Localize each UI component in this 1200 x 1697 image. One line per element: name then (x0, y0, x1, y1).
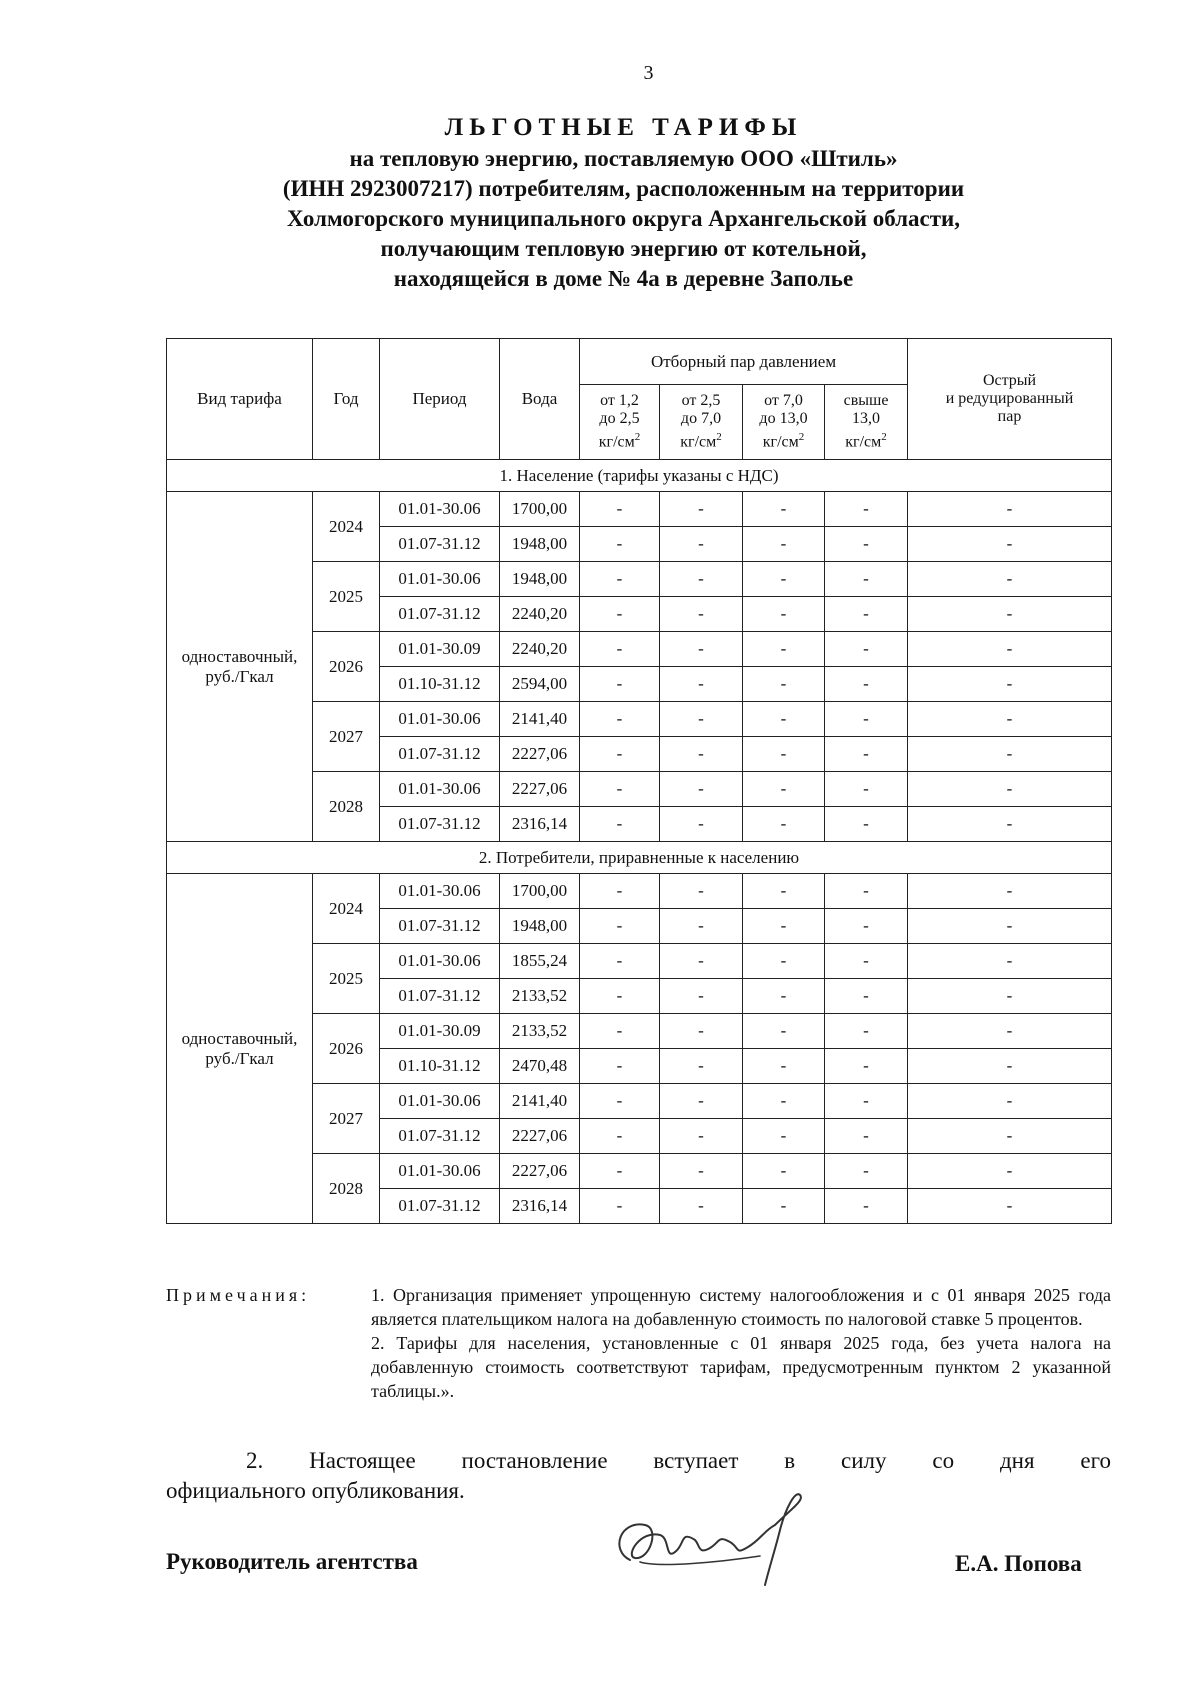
empty-value-cell: - (580, 562, 660, 597)
water-cell: 1855,24 (500, 944, 580, 979)
empty-value-cell: - (660, 562, 743, 597)
period-cell: 01.01-30.09 (380, 1014, 500, 1049)
notes-label: Примечания: (166, 1285, 311, 1305)
header-steam-4 (825, 385, 908, 460)
empty-value-cell: - (580, 1014, 660, 1049)
year-cell: 2026 (313, 632, 380, 702)
empty-value-cell: - (660, 944, 743, 979)
header-steam-unit (582, 428, 657, 451)
water-cell: 2227,06 (500, 1119, 580, 1154)
empty-value-cell: - (825, 492, 908, 527)
empty-value-cell: - (580, 807, 660, 842)
tariff-type-line: одноставочный, (181, 646, 298, 666)
period-cell: 01.01-30.06 (380, 1154, 500, 1189)
empty-value-cell: - (825, 1014, 908, 1049)
empty-value-cell: - (580, 909, 660, 944)
empty-value-cell: - (743, 1189, 825, 1224)
empty-value-cell: - (580, 527, 660, 562)
empty-value-cell: - (743, 874, 825, 909)
empty-value-cell: - (580, 737, 660, 772)
water-cell: 2133,52 (500, 1014, 580, 1049)
header-period: Период (380, 339, 500, 460)
empty-value-cell: - (825, 562, 908, 597)
empty-value-cell: - (660, 737, 743, 772)
header-steam-line: до 7,0 (680, 410, 722, 428)
empty-value-cell: - (908, 632, 1112, 667)
unit-text: кг/см (680, 433, 717, 451)
water-cell: 2240,20 (500, 597, 580, 632)
empty-value-cell: - (580, 632, 660, 667)
empty-value-cell: - (580, 1189, 660, 1224)
water-cell: 2227,06 (500, 772, 580, 807)
header-sharp-steam (908, 339, 1112, 460)
water-cell: 2141,40 (500, 702, 580, 737)
empty-value-cell: - (743, 944, 825, 979)
table-row (167, 492, 1112, 527)
empty-value-cell: - (908, 944, 1112, 979)
header-sharp-line: и редуцированный (945, 390, 1074, 407)
empty-value-cell: - (908, 807, 1112, 842)
header-type: Вид тарифа (167, 339, 313, 460)
water-cell: 1700,00 (500, 492, 580, 527)
empty-value-cell: - (743, 1119, 825, 1154)
title-line: (ИНН 2923007217) потребителям, расположенным на территории (282, 176, 965, 201)
empty-value-cell: - (580, 492, 660, 527)
empty-value-cell: - (580, 1119, 660, 1154)
period-cell: 01.10-31.12 (380, 667, 500, 702)
empty-value-cell: - (660, 492, 743, 527)
empty-value-cell: - (825, 874, 908, 909)
empty-value-cell: - (580, 772, 660, 807)
section-title: 2. Потребители, приравненные к населению (167, 842, 1112, 874)
empty-value-cell: - (743, 632, 825, 667)
empty-value-cell: - (743, 807, 825, 842)
header-year: Год (313, 339, 380, 460)
empty-value-cell: - (660, 909, 743, 944)
empty-value-cell: - (908, 1119, 1112, 1154)
empty-value-cell: - (825, 737, 908, 772)
empty-value-cell: - (825, 807, 908, 842)
empty-value-cell: - (743, 772, 825, 807)
header-steam-3 (743, 385, 825, 460)
empty-value-cell: - (660, 772, 743, 807)
period-cell: 01.01-30.06 (380, 772, 500, 807)
year-cell: 2024 (313, 874, 380, 944)
empty-value-cell: - (660, 1119, 743, 1154)
unit-text: кг/см (762, 433, 799, 451)
period-cell: 01.07-31.12 (380, 909, 500, 944)
water-cell: 1948,00 (500, 527, 580, 562)
period-cell: 01.01-30.06 (380, 492, 500, 527)
empty-value-cell: - (908, 562, 1112, 597)
header-steam-line: до 2,5 (599, 410, 640, 428)
empty-value-cell: - (825, 772, 908, 807)
water-cell: 2316,14 (500, 807, 580, 842)
document-title (150, 112, 1097, 294)
header-steam-line: от 7,0 (764, 392, 803, 410)
title-line: получающим тепловую энергию от котельной, (380, 236, 867, 261)
empty-value-cell: - (660, 1049, 743, 1084)
period-cell: 01.07-31.12 (380, 807, 500, 842)
tariff-type-line: руб./Гкал (205, 1048, 274, 1068)
empty-value-cell: - (580, 979, 660, 1014)
empty-value-cell: - (743, 492, 825, 527)
header-steam-line: до 13,0 (759, 410, 808, 428)
signer-name: Е.А. Попова (955, 1551, 1082, 1576)
header-sharp-line: пар (997, 408, 1022, 425)
empty-value-cell: - (580, 667, 660, 702)
empty-value-cell: - (660, 632, 743, 667)
empty-value-cell: - (660, 527, 743, 562)
empty-value-cell: - (580, 1049, 660, 1084)
header-steam-line: от 1,2 (600, 392, 639, 410)
unit-superscript: 2 (716, 431, 722, 444)
unit-superscript: 2 (881, 431, 887, 444)
empty-value-cell: - (743, 597, 825, 632)
period-cell: 01.01-30.09 (380, 632, 500, 667)
empty-value-cell: - (660, 597, 743, 632)
period-cell: 01.10-31.12 (380, 1049, 500, 1084)
period-cell: 01.01-30.06 (380, 874, 500, 909)
empty-value-cell: - (825, 979, 908, 1014)
header-steam-line: от 2,5 (681, 392, 721, 410)
empty-value-cell: - (743, 737, 825, 772)
header-water: Вода (500, 339, 580, 460)
water-cell: 2470,48 (500, 1049, 580, 1084)
empty-value-cell: - (580, 597, 660, 632)
year-cell: 2024 (313, 492, 380, 562)
year-cell: 2028 (313, 772, 380, 842)
water-cell: 2594,00 (500, 667, 580, 702)
empty-value-cell: - (908, 1189, 1112, 1224)
period-cell: 01.07-31.12 (380, 1189, 500, 1224)
empty-value-cell: - (743, 702, 825, 737)
empty-value-cell: - (908, 597, 1112, 632)
empty-value-cell: - (825, 1189, 908, 1224)
header-steam-unit (745, 428, 822, 451)
header-sharp-line: Острый (982, 372, 1037, 389)
water-cell: 2316,14 (500, 1189, 580, 1224)
empty-value-cell: - (580, 944, 660, 979)
period-cell: 01.07-31.12 (380, 527, 500, 562)
empty-value-cell: - (660, 807, 743, 842)
table-row (167, 874, 1112, 909)
tariff-type-cell (167, 874, 313, 1224)
tariff-type-cell (167, 492, 313, 842)
water-cell: 2141,40 (500, 1084, 580, 1119)
empty-value-cell: - (743, 1084, 825, 1119)
header-steam-line: свыше (843, 392, 889, 410)
empty-value-cell: - (908, 874, 1112, 909)
period-cell: 01.07-31.12 (380, 979, 500, 1014)
period-cell: 01.01-30.06 (380, 944, 500, 979)
paragraph-line: официального опубликования. (166, 1478, 465, 1503)
water-cell: 1948,00 (500, 909, 580, 944)
empty-value-cell: - (908, 772, 1112, 807)
empty-value-cell: - (825, 944, 908, 979)
year-cell: 2028 (313, 1154, 380, 1224)
empty-value-cell: - (908, 492, 1112, 527)
empty-value-cell: - (660, 1154, 743, 1189)
header-steam-1 (580, 385, 660, 460)
unit-superscript: 2 (798, 431, 805, 444)
period-cell: 01.01-30.06 (380, 702, 500, 737)
empty-value-cell: - (908, 979, 1112, 1014)
empty-value-cell: - (580, 702, 660, 737)
header-steam-line: 13,0 (852, 410, 880, 428)
header-steam-2 (660, 385, 743, 460)
empty-value-cell: - (908, 1084, 1112, 1119)
water-cell: 1948,00 (500, 562, 580, 597)
empty-value-cell: - (660, 979, 743, 1014)
empty-value-cell: - (908, 1049, 1112, 1084)
empty-value-cell: - (660, 667, 743, 702)
water-cell: 2133,52 (500, 979, 580, 1014)
empty-value-cell: - (825, 1084, 908, 1119)
empty-value-cell: - (825, 667, 908, 702)
empty-value-cell: - (743, 1014, 825, 1049)
empty-value-cell: - (825, 1119, 908, 1154)
title-line: Холмогорского муниципального округа Архангельской области, (286, 206, 961, 231)
water-cell: 2240,20 (500, 632, 580, 667)
empty-value-cell: - (743, 1049, 825, 1084)
empty-value-cell: - (908, 737, 1112, 772)
empty-value-cell: - (825, 702, 908, 737)
signature-image (600, 1490, 820, 1590)
empty-value-cell: - (825, 632, 908, 667)
empty-value-cell: - (660, 874, 743, 909)
water-cell: 2227,06 (500, 737, 580, 772)
period-cell: 01.07-31.12 (380, 1119, 500, 1154)
water-cell: 2227,06 (500, 1154, 580, 1189)
empty-value-cell: - (908, 667, 1112, 702)
year-cell: 2027 (313, 702, 380, 772)
signer-title: Руководитель агентства (166, 1549, 418, 1574)
empty-value-cell: - (660, 1084, 743, 1119)
empty-value-cell: - (660, 1014, 743, 1049)
year-cell: 2025 (313, 562, 380, 632)
empty-value-cell: - (580, 874, 660, 909)
year-cell: 2026 (313, 1014, 380, 1084)
empty-value-cell: - (825, 1049, 908, 1084)
empty-value-cell: - (908, 527, 1112, 562)
notes-items (371, 1283, 1111, 1403)
unit-superscript: 2 (634, 431, 641, 444)
empty-value-cell: - (660, 1189, 743, 1224)
period-cell: 01.07-31.12 (380, 597, 500, 632)
tariff-type-line: одноставочный, (181, 1028, 298, 1048)
empty-value-cell: - (825, 597, 908, 632)
water-cell: 1700,00 (500, 874, 580, 909)
empty-value-cell: - (825, 909, 908, 944)
year-cell: 2027 (313, 1084, 380, 1154)
empty-value-cell: - (908, 702, 1112, 737)
title-main: ЛЬГОТНЫЕ ТАРИФЫ (444, 114, 803, 141)
page-number: 3 (643, 62, 654, 84)
note-item: 1. Организация применяет упрощенную систему налогообложения и с 01 января 2025 года является плательщиком налога на добавленную стоимость по налоговой ставке 5 процентов. (371, 1285, 1111, 1329)
unit-text: кг/см (845, 433, 882, 451)
section-title: 1. Население (тарифы указаны с НДС) (167, 460, 1112, 492)
period-cell: 01.07-31.12 (380, 737, 500, 772)
empty-value-cell: - (908, 1014, 1112, 1049)
empty-value-cell: - (825, 527, 908, 562)
empty-value-cell: - (743, 909, 825, 944)
unit-text: кг/см (598, 433, 635, 451)
header-steam-unit (827, 428, 905, 451)
empty-value-cell: - (580, 1084, 660, 1119)
tariff-type-line: руб./Гкал (205, 666, 274, 686)
paragraph-line: 2. Настоящее постановление вступает в силу со дня его (246, 1448, 1111, 1473)
empty-value-cell: - (825, 1154, 908, 1189)
tariff-table (166, 338, 1112, 1224)
title-line: на тепловую энергию, поставляемую ООО «Штиль» (349, 146, 898, 171)
empty-value-cell: - (743, 667, 825, 702)
empty-value-cell: - (743, 979, 825, 1014)
header-steam-unit (662, 428, 740, 451)
empty-value-cell: - (743, 1154, 825, 1189)
empty-value-cell: - (660, 702, 743, 737)
empty-value-cell: - (743, 527, 825, 562)
empty-value-cell: - (743, 562, 825, 597)
empty-value-cell: - (580, 1154, 660, 1189)
header-steam-group: Отборный пар давлением (580, 339, 908, 385)
empty-value-cell: - (908, 1154, 1112, 1189)
empty-value-cell: - (908, 909, 1112, 944)
year-cell: 2025 (313, 944, 380, 1014)
note-item: 2. Тарифы для населения, установленные с 01 января 2025 года, без учета налога на добавленную стоимость соответствуют тарифам, предусмотренным пунктом 2 указанной таблицы.». (371, 1333, 1111, 1401)
title-line: находящейся в доме № 4а в деревне Заполье (393, 266, 854, 291)
period-cell: 01.01-30.06 (380, 562, 500, 597)
period-cell: 01.01-30.06 (380, 1084, 500, 1119)
